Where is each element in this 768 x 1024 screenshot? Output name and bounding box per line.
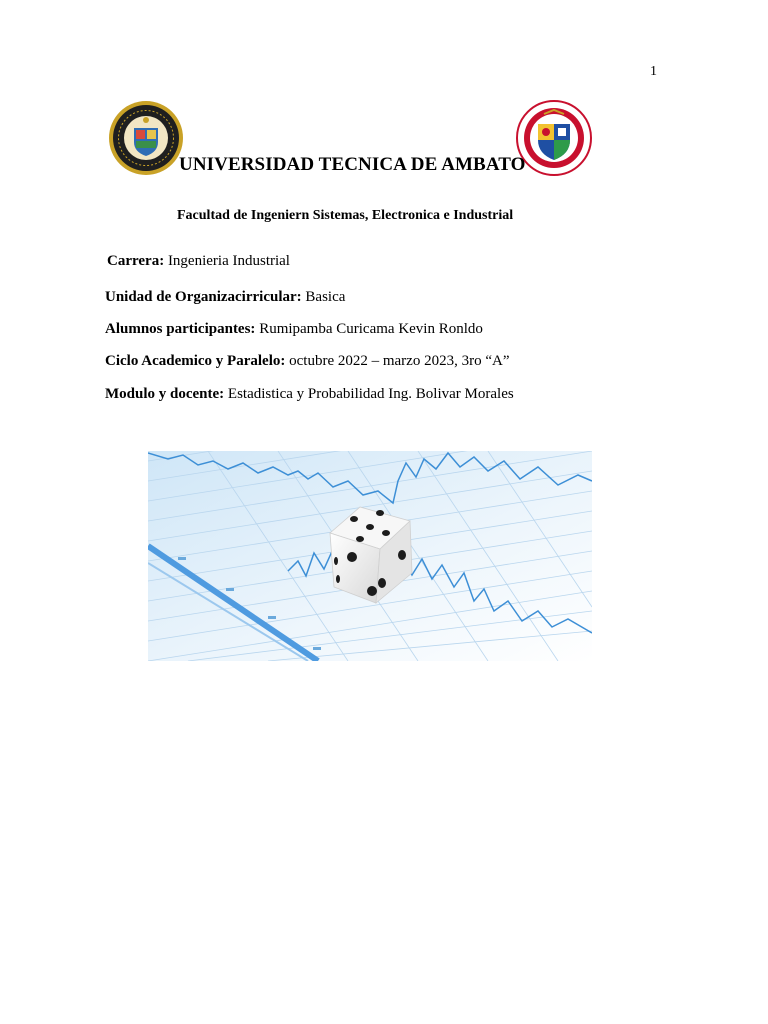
field-value: Basica bbox=[305, 289, 346, 305]
field-alumnos bbox=[105, 321, 483, 338]
field-value: Ingenieria Industrial bbox=[167, 253, 290, 269]
field-value: Rumipamba Curicama Kevin Ronldo bbox=[259, 321, 483, 337]
faculty-crest-right bbox=[516, 100, 592, 176]
cover-illustration bbox=[148, 451, 592, 661]
field-label: Ciclo Academico y Paralelo: bbox=[105, 353, 286, 369]
field-unidad bbox=[105, 289, 345, 306]
field-value: octubre 2022 – marzo 2023, 3ro “A” bbox=[289, 353, 510, 369]
field-ciclo bbox=[105, 353, 509, 370]
faculty-name: Facultad de Ingeniern Sistemas, Electronica e Industrial bbox=[177, 208, 514, 223]
university-title: UNIVERSIDAD TECNICA DE AMBATO bbox=[179, 154, 526, 175]
field-label: Modulo y docente: bbox=[105, 386, 225, 402]
page-number: 1 bbox=[650, 64, 657, 79]
field-label: Carrera: bbox=[107, 253, 165, 269]
field-label: Unidad de Organizacirricular: bbox=[105, 289, 302, 305]
field-value: Estadistica y Probabilidad Ing. Bolivar Morales bbox=[227, 386, 514, 402]
field-label: Alumnos participantes: bbox=[105, 321, 256, 337]
field-carrera bbox=[107, 253, 290, 270]
field-modulo bbox=[105, 386, 514, 403]
university-seal-left bbox=[108, 100, 184, 176]
